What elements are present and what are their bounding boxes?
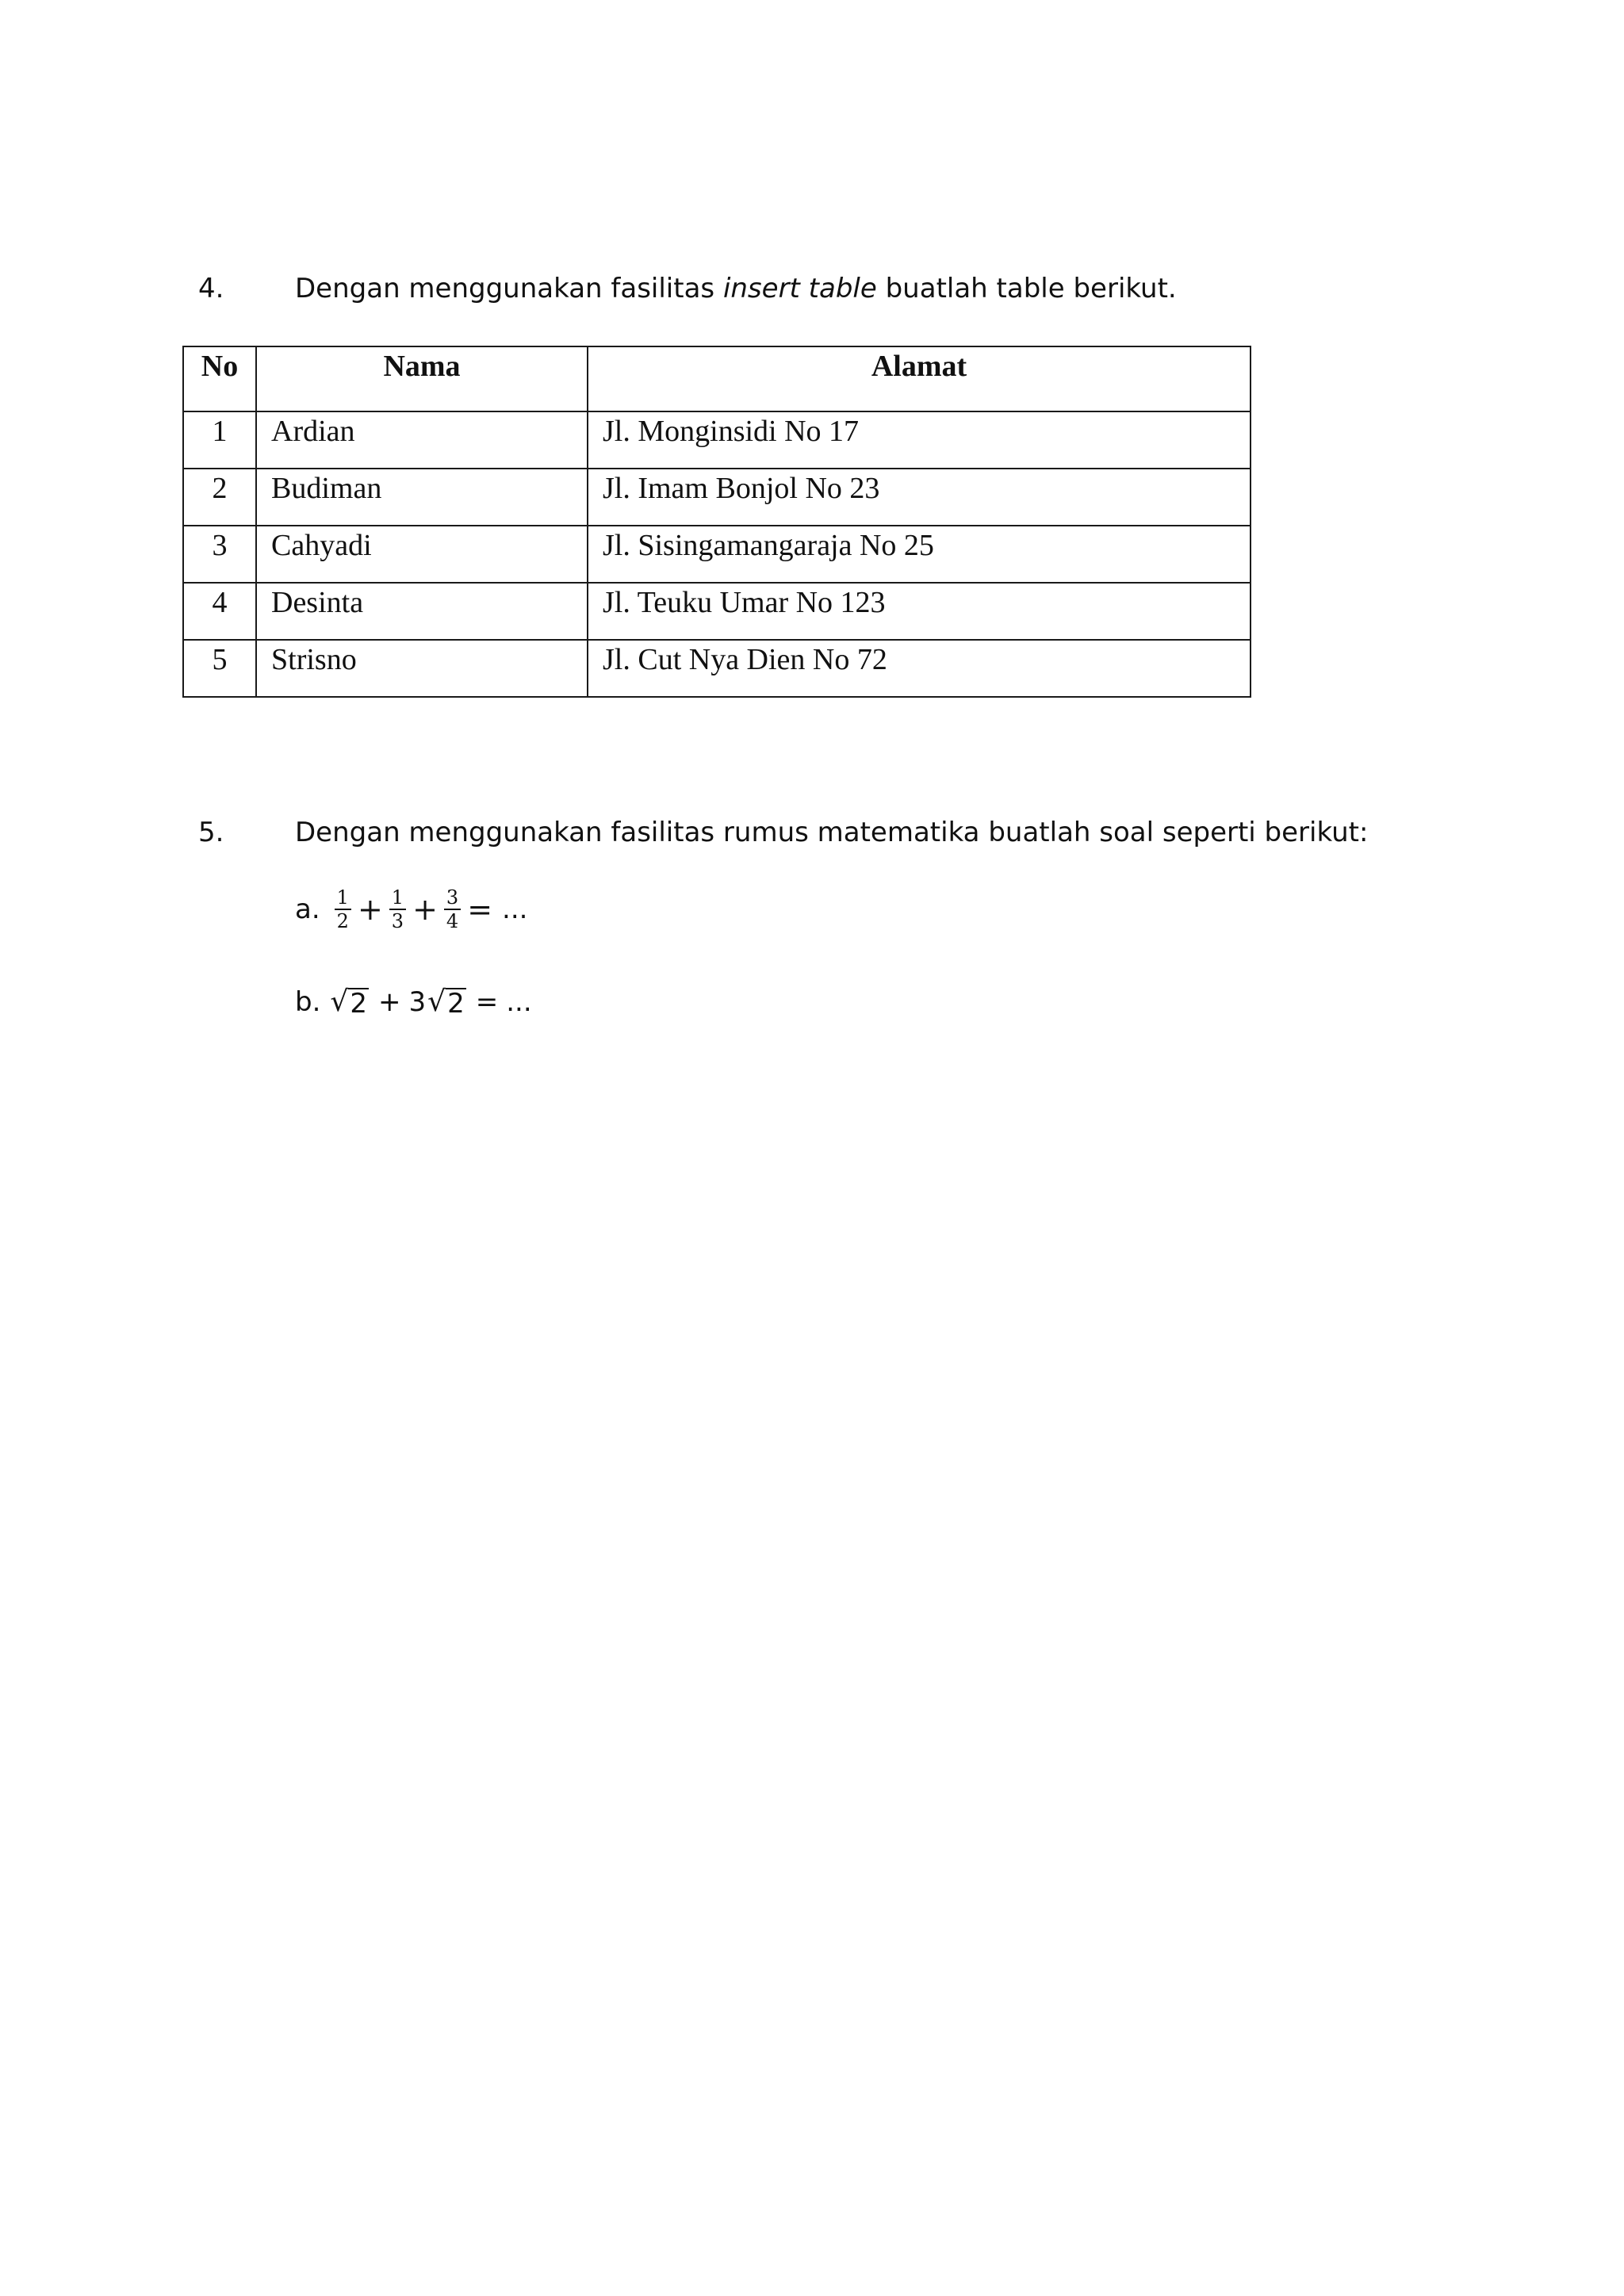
fraction-denominator: 4 [446, 910, 459, 932]
question-4-text [295, 273, 1177, 304]
fraction-denominator: 2 [336, 910, 349, 932]
item-a-label: a. [295, 894, 320, 925]
math-item-a [295, 886, 527, 932]
fraction-three-quarters [444, 886, 461, 932]
question-4-text-end: buatlah table berikut. [876, 273, 1177, 304]
plus-sign: + [412, 892, 438, 927]
item-b-label: b. [295, 986, 321, 1018]
radicand: 2 [447, 988, 465, 1020]
question-5-text: Dengan menggunakan fasilitas rumus matematika buatlah soal seperti berikut: [295, 817, 1369, 848]
ellipsis: ... [502, 894, 528, 925]
radical-icon: √ [427, 985, 446, 1018]
table-header-row [183, 346, 1251, 411]
header-alamat: Alamat [588, 346, 1251, 411]
table-row [183, 583, 1251, 640]
radical-icon: √ [330, 985, 349, 1018]
cell-no: 3 [183, 526, 256, 583]
cell-no: 4 [183, 583, 256, 640]
cell-no: 5 [183, 640, 256, 697]
fraction-denominator: 3 [391, 910, 404, 932]
coefficient: 3 [408, 986, 427, 1018]
header-no: No [183, 346, 256, 411]
fraction-numerator: 1 [335, 886, 351, 910]
plus-sign: + [357, 892, 383, 927]
cell-alamat: Jl. Cut Nya Dien No 72 [588, 640, 1251, 697]
table-row [183, 526, 1251, 583]
question-4-number: 4. [198, 273, 224, 304]
cell-no: 1 [183, 411, 256, 469]
equals-sign: = [467, 892, 493, 927]
table-row [183, 411, 1251, 469]
cell-alamat: Jl. Teuku Umar No 123 [588, 583, 1251, 640]
table-row [183, 640, 1251, 697]
question-5-number: 5. [198, 817, 224, 848]
radicand: 2 [350, 988, 367, 1020]
square-root-expression [330, 986, 369, 1018]
cell-nama: Desinta [256, 583, 588, 640]
cell-nama: Strisno [256, 640, 588, 697]
math-item-b [295, 986, 532, 1018]
fraction-numerator: 1 [389, 886, 406, 910]
ellipsis: ... [506, 986, 532, 1018]
cell-alamat: Jl. Monginsidi No 17 [588, 411, 1251, 469]
table-row [183, 469, 1251, 526]
cell-alamat: Jl. Imam Bonjol No 23 [588, 469, 1251, 526]
cell-nama: Cahyadi [256, 526, 588, 583]
address-table [182, 346, 1251, 698]
fraction-one-third [389, 886, 406, 932]
equals-sign: = [475, 986, 499, 1018]
cell-no: 2 [183, 469, 256, 526]
fraction-numerator: 3 [444, 886, 461, 910]
fraction-one-half [335, 886, 351, 932]
question-4-text-start: Dengan menggunakan fasilitas [295, 273, 723, 304]
header-nama: Nama [256, 346, 588, 411]
square-root-expression [427, 986, 466, 1018]
cell-alamat: Jl. Sisingamangaraja No 25 [588, 526, 1251, 583]
cell-nama: Ardian [256, 411, 588, 469]
question-4-text-italic: insert table [722, 273, 877, 304]
cell-nama: Budiman [256, 469, 588, 526]
plus-sign: + [377, 986, 401, 1018]
